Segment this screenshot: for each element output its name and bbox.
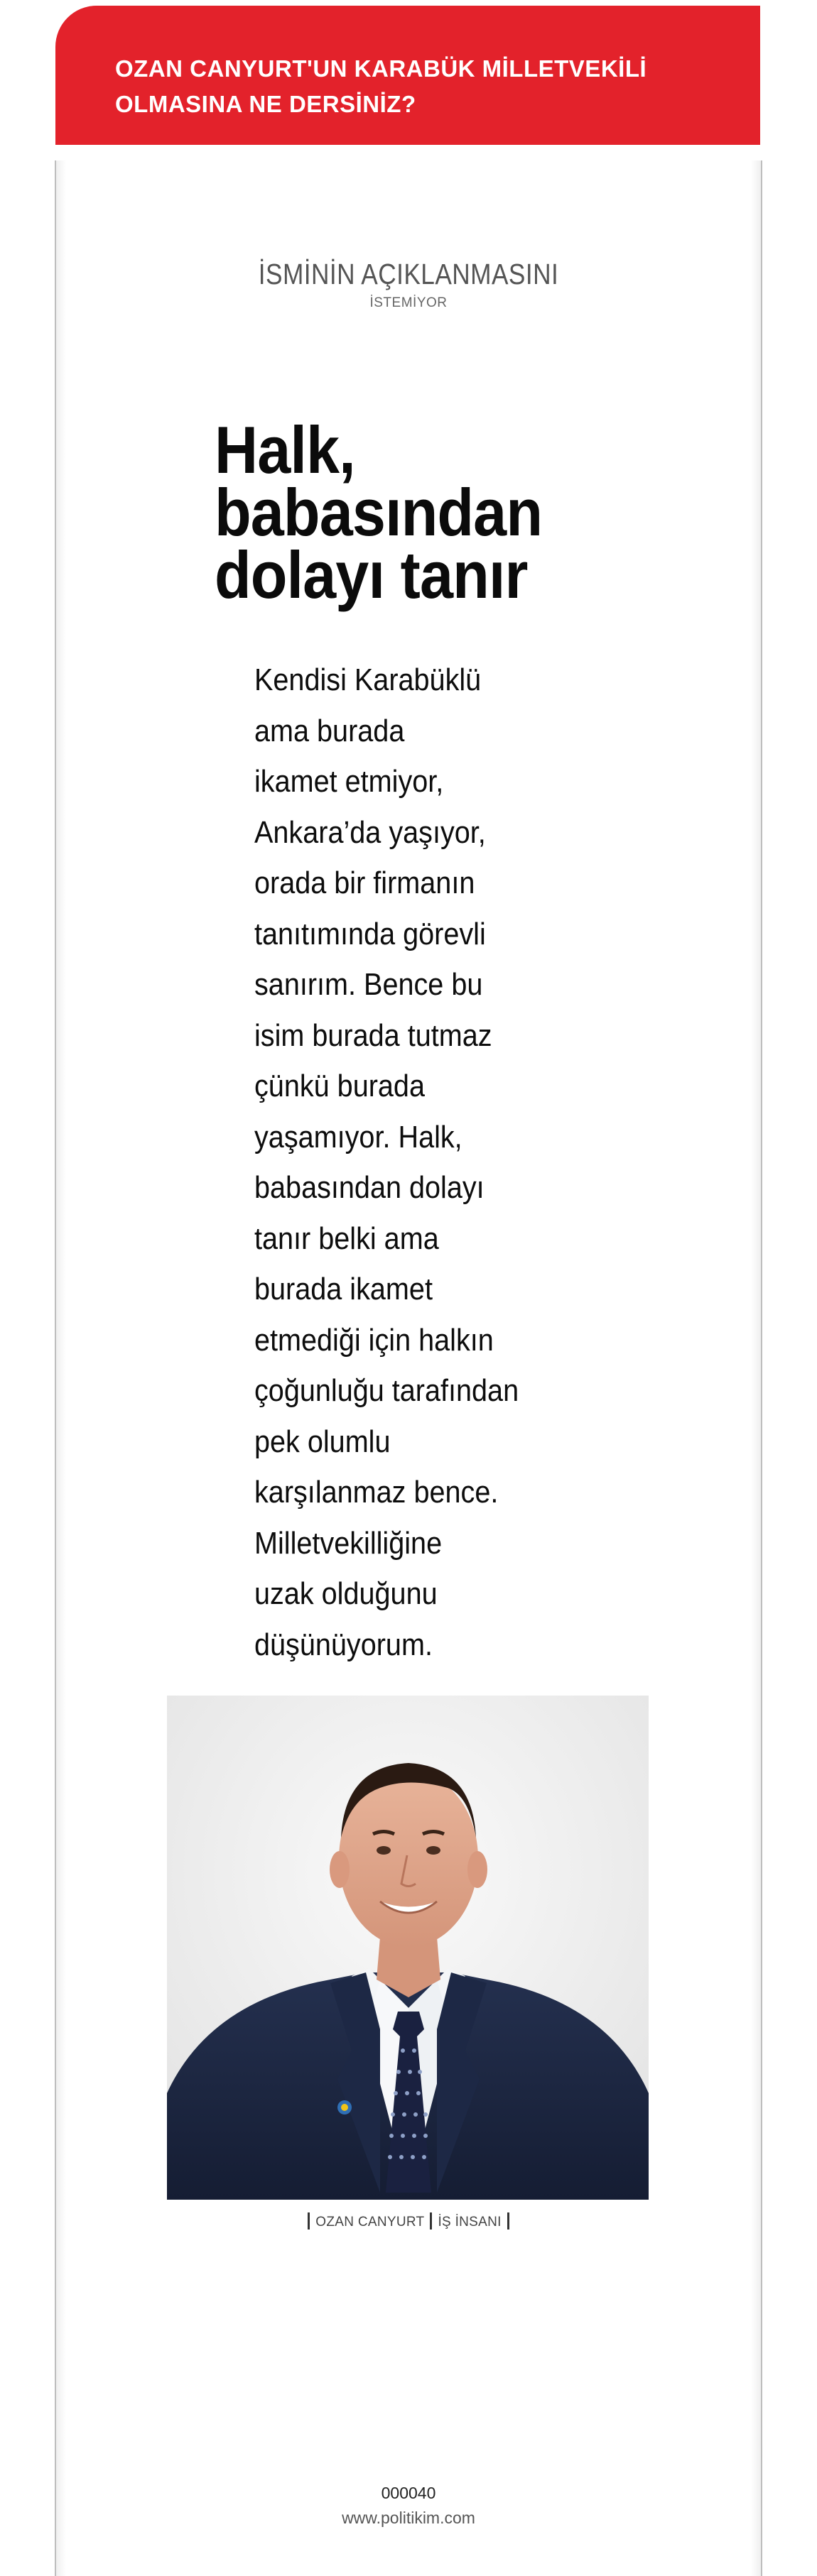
header-title: OZAN CANYURT'UN KARABÜK MİLLETVEKİLİ OLMASINA NE DERSİNİZ? [115,55,647,117]
page-number: 000040 [381,2484,436,2502]
caption-divider [507,2212,509,2230]
caption-name: OZAN CANYURT [315,2215,425,2230]
caption-divider [430,2212,432,2230]
caption-role: İŞ İNSANI [438,2215,502,2230]
portrait-photo [167,1696,649,2200]
article-headline: Halk, babasından dolayı tanır [215,413,543,612]
respondent-kicker-sub: İSTEMİYOR [369,295,448,310]
respondent-kicker: İSMİNİN AÇIKLANMASINI [258,258,559,290]
photo-caption [0,2214,817,2231]
portrait-illustration [167,1696,649,2200]
header-banner [55,6,760,145]
article-body: Kendisi Karabüklü ama burada ikamet etmiyor, Ankara’da yaşıyor, orada bir firmanın tanıtımında görevli sanırım. Bence bu isim burada tutmaz çünkü burada yaşamıyor. Halk, babasından dolayı tanır belki ama burada ikamet etmediği için halkın çoğunluğu tarafından pek olumlu karşılanmaz bence. Milletvekilliğine uzak olduğunu düşünüyorum. [254,662,519,1662]
caption-divider [308,2212,310,2230]
website-link[interactable]: www.politikim.com [342,2509,475,2527]
